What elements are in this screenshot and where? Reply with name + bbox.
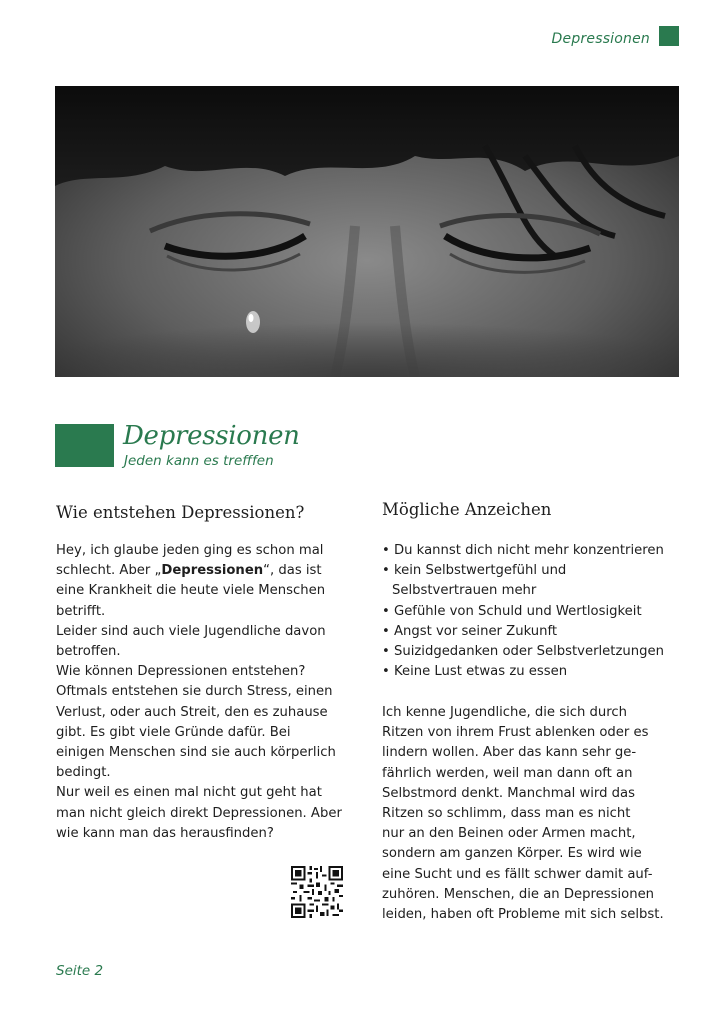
body-line [56, 561, 342, 581]
body-line: gibt. Es gibt viele Gründe dafür. Bei [56, 724, 291, 740]
body-line: wie kann man das herausfinden? [56, 825, 274, 841]
bold-term: Depressionen [161, 563, 264, 579]
body-line: nur an den Beinen oder Armen macht, [382, 826, 636, 842]
list-item: • Gefühle von Schuld und Wertlosigkeit [382, 603, 642, 619]
body-line: betrifft. [56, 603, 106, 619]
body-line: eine Krankheit die heute viele Menschen [56, 583, 326, 599]
hero-image [55, 86, 679, 377]
header-label: Depressionen [551, 31, 650, 47]
left-column-body [56, 541, 342, 844]
right-column-paragraph [382, 703, 664, 925]
body-line: Hey, ich glaube jeden ging es schon mal [56, 543, 324, 558]
body-line: sondern am ganzen Körper. Es wird wie [382, 846, 642, 862]
section-subtitle: Jeden kann es trefffen [124, 453, 274, 469]
body-line-part: “, das ist [263, 563, 322, 579]
section-color-square [55, 424, 114, 467]
body-line: Wie können Depressionen entstehen? [56, 664, 306, 680]
body-line: man nicht gleich direkt Depressionen. Aber [56, 805, 342, 821]
right-column-heading: Mögliche Anzeichen [382, 500, 552, 519]
list-item: Selbstvertrauen mehr [392, 583, 537, 599]
body-line: eine Sucht und es fällt schwer damit auf- [382, 866, 653, 882]
body-line: Nur weil es einen mal nicht gut geht hat [56, 785, 322, 801]
list-item: • Angst vor seiner Zukunft [382, 623, 558, 639]
body-line: fährlich werden, weil man dann oft an [382, 765, 633, 781]
section-title: Depressionen [123, 421, 300, 451]
body-line: Leider sind auch viele Jugendliche davon [56, 623, 326, 639]
body-line: Ich kenne Jugendliche, die sich durch [382, 705, 628, 720]
symptom-list [382, 541, 664, 682]
body-line: Oftmals entstehen sie durch Stress, einen [56, 684, 333, 700]
list-item: • kein Selbstwertgefühl und [382, 563, 567, 579]
list-item: • Du kannst dich nicht mehr konzentrieren [382, 543, 664, 558]
page-number: Seite 2 [56, 963, 104, 979]
left-column-heading: Wie entstehen Depressionen? [56, 503, 305, 522]
body-line: betroffen. [56, 644, 121, 660]
body-line: bedingt. [56, 765, 111, 781]
qr-code[interactable] [291, 866, 343, 918]
header-color-square [659, 26, 679, 46]
list-item: • Suizidgedanken oder Selbstverletzungen [382, 644, 664, 660]
body-line: Verlust, oder auch Streit, den es zuhause [56, 704, 328, 720]
body-line: Ritzen von ihrem Frust ablenken oder es [382, 725, 649, 741]
body-line: Ritzen so schlimm, dass man es nicht [382, 806, 631, 822]
body-line: lindern wollen. Aber das kann sehr ge- [382, 745, 637, 761]
body-line: zuhören. Menschen, die an Depressionen [382, 886, 655, 902]
crying-face-photo [55, 86, 679, 377]
body-line: Selbstmord denkt. Manchmal wird das [382, 785, 635, 801]
body-line: leiden, haben oft Probleme mit sich selbst. [382, 907, 664, 923]
body-line: einigen Menschen sind sie auch körperlich [56, 745, 336, 761]
body-line-part: schlecht. Aber „ [56, 563, 162, 579]
list-item: • Keine Lust etwas zu essen [382, 664, 568, 680]
